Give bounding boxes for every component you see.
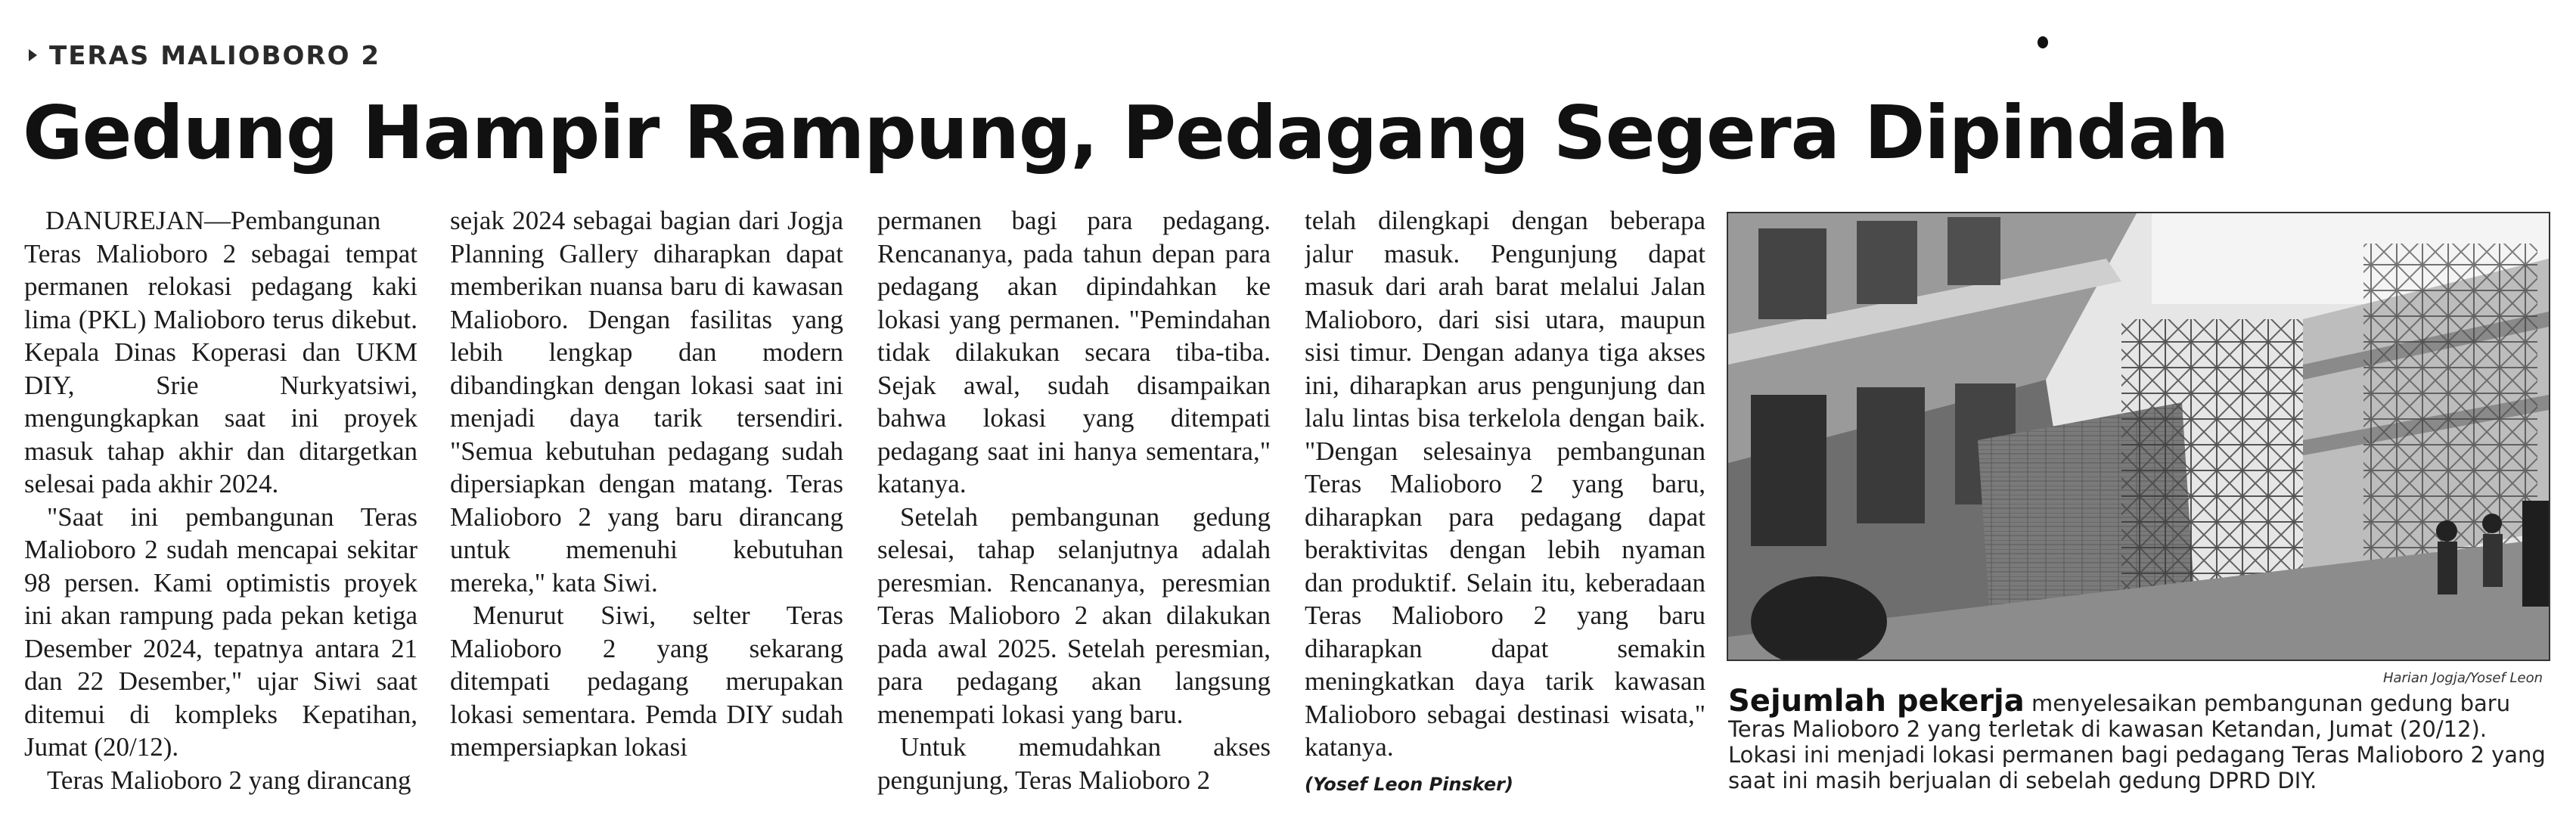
construction-photo <box>1727 212 2550 661</box>
article-byline: (Yosef Leon Pinsker) <box>1305 773 1513 795</box>
paragraph: telah dilengkapi dengan beberapa jalur masuk. Pengunjung dapat masuk dari arah barat melalui Jalan Malioboro, dari sisi utara, maupun sisi timur. Dengan adanya tiga akses ini, diharapkan arus pengunjung dan lalu lintas bisa terkelola dengan baik. "Dengan selesainya pembangunan Teras Malioboro 2 yang baru, diharapkan para pedagang dapat beraktivitas dengan lebih nyaman dan produktif. Selain itu, keberadaan Teras Malioboro 2 yang baru diharapkan dapat semakin meningkatkan daya tarik kawasan Malioboro sebagai destinasi wisata," katanya. <box>1305 206 1705 762</box>
paragraph: Setelah pembangunan gedung selesai, tahap selanjutnya adalah peresmian. Rencananya, peresmian Teras Malioboro 2 akan dilakukan pada awal 2025. Setelah peresmian, para pedagang akan langsung menempati lokasi yang baru. <box>877 501 1271 729</box>
paragraph: DANUREJAN—Pembangunan Teras Malioboro 2 sebagai tempat permanen relokasi pedagang kaki lima (PKL) Malioboro terus dikebut. Kepala Dinas Koperasi dan UKM DIY, Srie Nurkyatsiwi, mengungkapkan saat ini proyek masuk tahap akhir dan ditargetkan selesai pada akhir 2024. <box>24 206 417 498</box>
section-kicker <box>29 41 380 71</box>
article-column-3 <box>877 204 1271 809</box>
paragraph: Untuk memudahkan akses pengunjung, Teras Malioboro 2 <box>877 732 1271 795</box>
photo-credit: Harian Jogja/Yosef Leon <box>2382 670 2543 686</box>
paragraph: Menurut Siwi, selter Teras Malioboro 2 yang sekarang ditempati pedagang merupakan lokasi sementara. Pemda DIY sudah mempersiapkan lokasi <box>450 601 843 762</box>
photo-caption <box>1728 684 2549 793</box>
article-column-4 <box>1305 204 1705 809</box>
caption-lead: Sejumlah pekerja <box>1728 684 2025 719</box>
paragraph: permanen bagi para pedagang. Rencananya, pada tahun depan para pedagang akan dipindahkan ke lokasi yang permanen. "Pemindahan tidak dilakukan secara tiba-tiba. Sejak awal, sudah disampaikan bahwa lokasi yang ditempati pedagang saat ini hanya sementara," katanya. <box>877 206 1271 498</box>
article-column-1 <box>24 204 417 809</box>
paragraph: Teras Malioboro 2 yang dirancang <box>47 765 411 795</box>
paragraph: "Saat ini pembangunan Teras Malioboro 2 sudah mencapai sekitar 98 persen. Kami optimistis proyek ini akan rampung pada pekan ketiga Desember 2024, tepatnya antara 21 dan 22 Desember," ujar Siwi saat ditemui di kompleks Kepatihan, Jumat (20/12). <box>24 501 417 762</box>
article-headline: Gedung Hampir Rampung, Pedagang Segera Dipindah <box>23 90 2229 175</box>
ink-speck <box>2038 36 2048 48</box>
paragraph: sejak 2024 sebagai bagian dari Jogja Planning Gallery diharapkan dapat memberikan nuansa baru di kawasan Malioboro. Dengan fasilitas yang lebih lengkap dan modern dibandingkan dengan lokasi saat ini menjadi daya tarik tersendiri. "Semua kebutuhan pedagang sudah dipersiapkan dengan matang. Teras Malioboro 2 yang baru dirancang untuk memenuhi kebutuhan mereka," kata Siwi. <box>450 206 843 598</box>
article-column-2 <box>450 204 843 809</box>
triangle-bullet-icon <box>29 49 37 61</box>
section-kicker-text: TERAS MALIOBORO 2 <box>49 41 380 71</box>
caption-text: menyelesaikan pembangunan gedung baru Teras Malioboro 2 yang terletak di kawasan Ketandan, Jumat (20/12). Lokasi ini menjadi lokasi permanen bagi pedagang Teras Malioboro 2 yang saat ini masih berjualan di sebelah gedung DPRD DIY. <box>1728 691 2546 793</box>
